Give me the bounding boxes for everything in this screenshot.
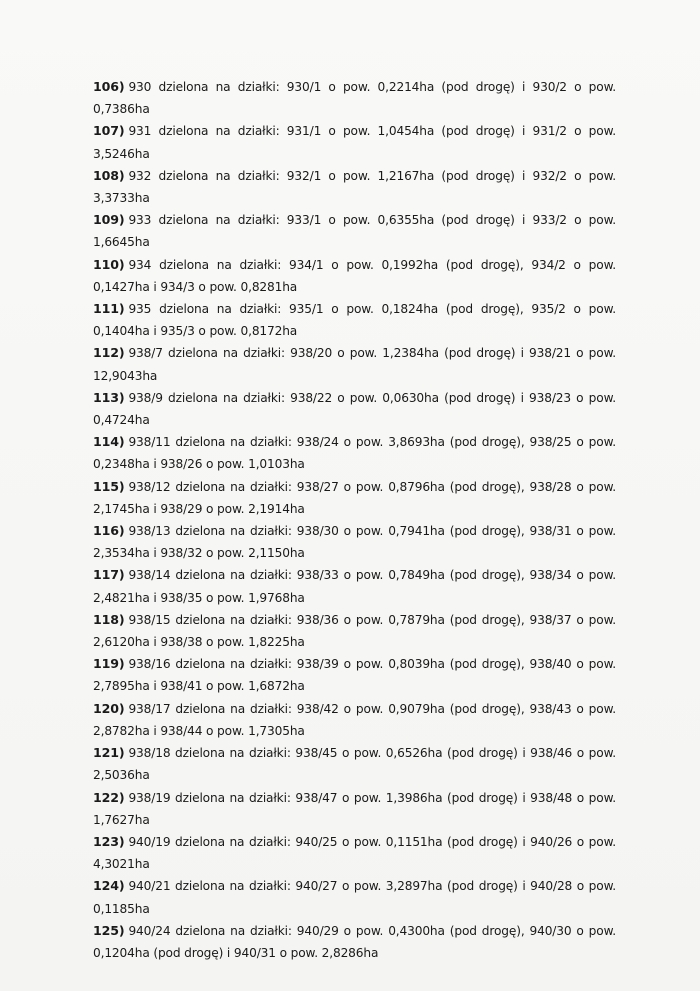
list-item [93, 831, 616, 875]
entry-text: 938/12 dzielona na działki: 938/27 o pow. 0,8796ha (pod drogę), 938/28 o pow. 2,1745ha i 938/29 o pow. 2,1914ha [93, 479, 616, 516]
entry-text: 938/16 dzielona na działki: 938/39 o pow. 0,8039ha (pod drogę), 938/40 o pow. 2,7895ha i 938/41 o pow. 1,6872ha [93, 657, 616, 694]
entry-number: 118) [93, 611, 125, 627]
entry-text: 940/21 dzielona na działki: 940/27 o pow. 3,2897ha (pod drogę) i 940/28 o pow. 0,1185ha [93, 879, 616, 916]
entry-number: 111) [93, 301, 125, 317]
entry-text: 932 dzielona na działki: 932/1 o pow. 1,2167ha (pod drogę) i 932/2 o pow. 3,3733ha [93, 168, 616, 206]
entry-text: 938/9 dzielona na działki: 938/22 o pow. 0,0630ha (pod drogę) i 938/23 o pow. 0,4724ha [93, 390, 616, 428]
entry-text: 938/17 dzielona na działki: 938/42 o pow. 0,9079ha (pod drogę), 938/43 o pow. 2,8782ha i 938/44 o pow. 1,7305ha [93, 701, 616, 738]
entry-text: 938/11 dzielona na działki: 938/24 o pow. 3,8693ha (pod drogę), 938/25 o pow. 0,2348ha i 938/26 o pow. 1,0103ha [93, 435, 616, 472]
entry-number: 117) [93, 567, 125, 583]
entry-number: 109) [93, 212, 125, 228]
list-item [93, 431, 616, 475]
entry-number: 122) [93, 789, 125, 805]
entry-text: 938/18 dzielona na działki: 938/45 o pow. 0,6526ha (pod drogę) i 938/46 o pow. 2,5036ha [93, 746, 616, 783]
entry-text: 938/7 dzielona na działki: 938/20 o pow. 1,2384ha (pod drogę) i 938/21 o pow. 12,9043ha [93, 346, 616, 383]
entry-text: 938/15 dzielona na działki: 938/36 o pow. 0,7879ha (pod drogę), 938/37 o pow. 2,6120ha i 938/38 o pow. 1,8225ha [93, 612, 616, 650]
entry-text: 934 dzielona na działki: 934/1 o pow. 0,1992ha (pod drogę), 934/2 o pow. 0,1427ha i 934/3 o pow. 0,8281ha [93, 257, 616, 294]
list-item [93, 564, 616, 608]
list-item [93, 254, 616, 298]
entry-text: 931 dzielona na działki: 931/1 o pow. 1,0454ha (pod drogę) i 931/2 o pow. 3,5246ha [93, 124, 616, 161]
list-item [93, 698, 616, 742]
entry-number: 113) [93, 389, 125, 405]
list-item [93, 476, 616, 520]
list-item [93, 209, 616, 253]
entry-number: 123) [93, 833, 125, 849]
entry-number: 119) [93, 656, 125, 672]
list-item [93, 653, 616, 697]
list-item [93, 742, 616, 786]
entry-number: 106) [93, 79, 125, 94]
entry-text: 938/14 dzielona na działki: 938/33 o pow. 0,7849ha (pod drogę), 938/34 o pow. 2,4821ha i 938/35 o pow. 1,9768ha [93, 568, 616, 605]
list-item [93, 387, 616, 431]
parcel-division-list [93, 76, 616, 964]
entry-number: 108) [93, 167, 125, 183]
entry-number: 114) [93, 434, 125, 450]
entry-number: 107) [93, 123, 125, 139]
entry-text: 940/19 dzielona na działki: 940/25 o pow. 0,1151ha (pod drogę) i 940/26 o pow. 4,3021ha [93, 834, 616, 872]
list-item [93, 920, 616, 964]
list-item [93, 875, 616, 919]
entry-text: 933 dzielona na działki: 933/1 o pow. 0,6355ha (pod drogę) i 933/2 o pow. 1,6645ha [93, 213, 616, 250]
entry-text: 938/19 dzielona na działki: 938/47 o pow. 1,3986ha (pod drogę) i 938/48 o pow. 1,7627ha [93, 790, 616, 827]
entry-number: 125) [93, 922, 125, 938]
list-item [93, 165, 616, 209]
entry-number: 110) [93, 256, 125, 272]
entry-text: 940/24 dzielona na działki: 940/29 o pow. 0,4300ha (pod drogę), 940/30 o pow. 0,1204ha (pod drogę) i 940/31 o pow. 2,8286ha [93, 923, 616, 960]
entry-number: 120) [93, 700, 125, 716]
list-item [93, 787, 616, 831]
entry-text: 935 dzielona na działki: 935/1 o pow. 0,1824ha (pod drogę), 935/2 o pow. 0,1404ha i 935/3 o pow. 0,8172ha [93, 302, 616, 339]
list-item [93, 342, 616, 386]
entry-number: 115) [93, 478, 125, 494]
list-item [93, 298, 616, 342]
list-item [93, 609, 616, 653]
list-item [93, 76, 616, 120]
entry-number: 116) [93, 523, 125, 539]
entry-number: 121) [93, 745, 125, 761]
entry-number: 112) [93, 345, 125, 361]
entry-text: 938/13 dzielona na działki: 938/30 o pow. 0,7941ha (pod drogę), 938/31 o pow. 2,3534ha i 938/32 o pow. 2,1150ha [93, 524, 616, 561]
list-item [93, 120, 616, 164]
entry-text: 930 dzielona na działki: 930/1 o pow. 0,2214ha (pod drogę) i 930/2 o pow. 0,7386ha [93, 80, 616, 117]
list-item [93, 520, 616, 564]
entry-number: 124) [93, 878, 125, 894]
